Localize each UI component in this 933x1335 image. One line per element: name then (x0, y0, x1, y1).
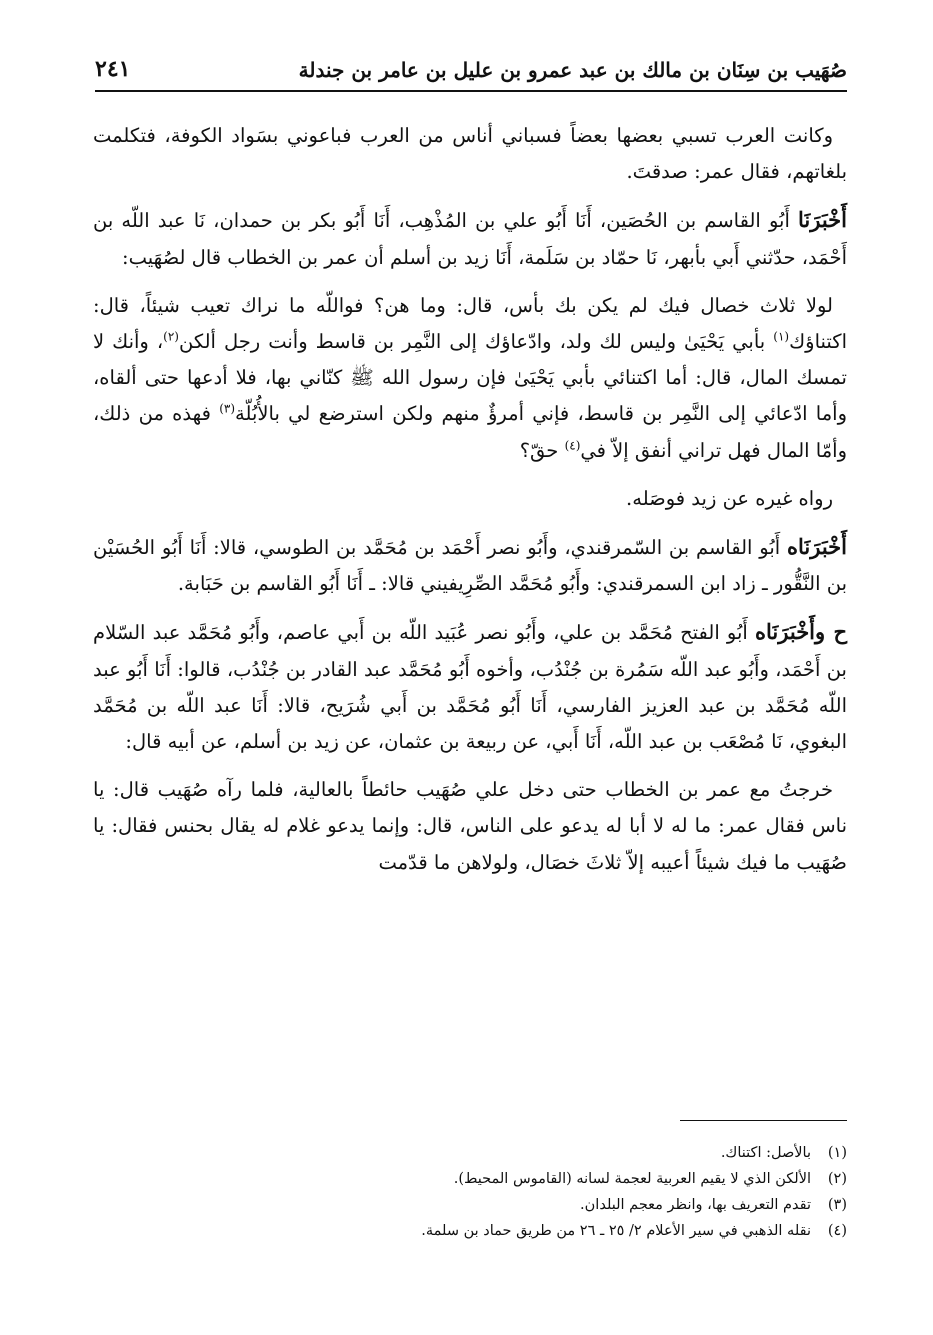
footnote-number: (١) (827, 1145, 847, 1161)
footnotes (93, 1140, 847, 1244)
footnote-ref-4[interactable]: (٤) (564, 438, 581, 453)
paragraph-text-part: بأبي يَحْيَىٰ وليس لك ولد، وادّعاؤك إلى النَّمِر بن قاسط وأنت رجل ألكن (178, 330, 766, 354)
footnote-ref-2[interactable]: (٢) (163, 329, 179, 344)
paragraph-2 (93, 202, 847, 275)
main-text (93, 118, 847, 893)
chain-lead: ح وأَخْبَرَنَاه (755, 619, 847, 645)
footnote-ref-1[interactable]: (١) (773, 329, 790, 344)
paragraph-text: خرجتُ مع عمر بن الخطاب حتى دخل علي صُهَيب حائطاً بالعالية، فلما رآه صُهَيب قال: يا ناس فقال عمر: ما له لا أبا له يدعو على الناس، قال: وإنما يدعو غلام له يقال بحنس فقال: يا صُهَيب ما فيك شيئاً أعيبه إلاّ ثلاثَ خصَال، ولولاهن ما قدّمت (93, 778, 847, 874)
footnote-number: (٣) (827, 1197, 847, 1213)
chain-lead: أَخْبَرَنَا (798, 207, 847, 233)
paragraph-text-part: فهذه من ذلك، وأمّا المال فهل تراني أنفق إلاّ في (93, 402, 847, 462)
paragraph-text-part: ، وأنك لا تمسك المال، قال: أما اكتنائي بأبي يَحْيَىٰ فإن رسول الله ﷺ كنّاني بها، فلا أدعها حتى ألقاه، وأما ادّعائي إلى النَّمِر بن قاسط، فإني أمرؤٌ منهم ولكن استرضع لي بالأُبُلّة (93, 330, 847, 426)
paragraph-text: وكانت العرب تسبي بعضها بعضاً فسباني أناس من العرب فباعوني بسَواد الكوفة، فتكلمت بلغاتهم، فقال عمر: صدقتَ. (93, 124, 847, 184)
footnote-1 (93, 1140, 847, 1166)
footnote-text: الألكن الذي لا يقيم العربية لعجمة لسانه (القاموس المحيط). (453, 1171, 811, 1187)
footnote-separator (680, 1120, 847, 1121)
paragraph-3 (93, 288, 847, 469)
footnote-number: (٤) (827, 1223, 847, 1239)
paragraph-1 (93, 118, 847, 190)
paragraph-text-part: حقّ؟ (519, 438, 559, 462)
footnote-3 (93, 1192, 847, 1218)
paragraph-5 (93, 529, 847, 602)
footnote-ref-3[interactable]: (٣) (219, 401, 236, 416)
chain-lead: أَخْبَرَنَاه (787, 534, 847, 560)
paragraph-7 (93, 772, 847, 881)
footnote-text: نقله الذهبي في سير الأعلام ٢/ ٢٥ ـ ٢٦ من طريق حماد بن سلمة. (421, 1223, 811, 1239)
running-header (95, 54, 847, 90)
paragraph-4 (93, 481, 847, 517)
footnote-text: تقدم التعريف بها، وانظر معجم البلدان. (580, 1197, 811, 1213)
footnote-2 (93, 1166, 847, 1192)
paragraph-text: أَبُو الفتح مُحَمَّد بن علي، وأَبُو نصر عُبَيد اللّه بن أَبي عاصم، وأَبُو مُحَمَّد عبد السّلام بن أَحْمَد، وأَبُو عبد اللّه سَمُرة بن جُنْدُب، وأخوه أَبُو مُحَمَّد عبد القادر بن جُنْدُب، قالوا: أَنَا أَبُو عبد اللّه مُحَمَّد بن عبد العزيز الفارسي، أَنَا أَبُو مُحَمَّد بن أَبي شُرَيح، قالا: أَنَا عبد اللّه بن مُحَمَّد البغوي، نَا مُصْعَب بن عبد اللّه، أَنَا أَبي، عن ربيعة بن عثمان، عن زيد بن أسلم، عن أبيه قال: (93, 621, 847, 754)
footnote-4 (93, 1218, 847, 1244)
paragraph-text: أَبُو القاسم بن السّمرقندي، وأَبُو نصر أَحْمَد بن مُحَمَّد بن الطوسي، قالا: أَنَا أَبُو الحُسَيْن بن النَّقُّور ـ زاد ابن السمرقندي: وأَبُو مُحَمَّد الصِّرِيفيني قالا: ـ أَنَا أَبُو القاسم بن حَبَابة. (93, 536, 847, 596)
paragraph-text: أَبُو القاسم بن الحُصَين، أَنَا أَبُو علي بن المُذْهِب، أَنَا أَبُو بكر بن حمدان، نَا عبد اللّه بن أَحْمَد، حدّثني أَبي بأبهر، نَا حمّاد بن سَلَمة، أَنَا زيد بن أسلم أن عمر بن الخطاب قال لصُهَيب: (93, 209, 847, 269)
footnote-text: بالأصل: اكتناك. (720, 1145, 811, 1161)
paragraph-text: رواه غيره عن زيد فوصَله. (626, 486, 833, 510)
page-number: ٢٤١ (95, 56, 131, 82)
paragraph-6 (93, 614, 847, 760)
footnote-number: (٢) (827, 1171, 847, 1187)
header-rule (95, 90, 847, 92)
paragraph-text-part: لولا ثلاث خصال فيك لم يكن بك بأس، قال: وما هن؟ فواللّه ما نراك تعيب شيئاً، قال: اكتناؤك (93, 293, 847, 354)
header-title: صُهَيب بن سِنَان بن مالك بن عبد عمرو بن عليل بن عامر بن جندلة (298, 58, 847, 82)
